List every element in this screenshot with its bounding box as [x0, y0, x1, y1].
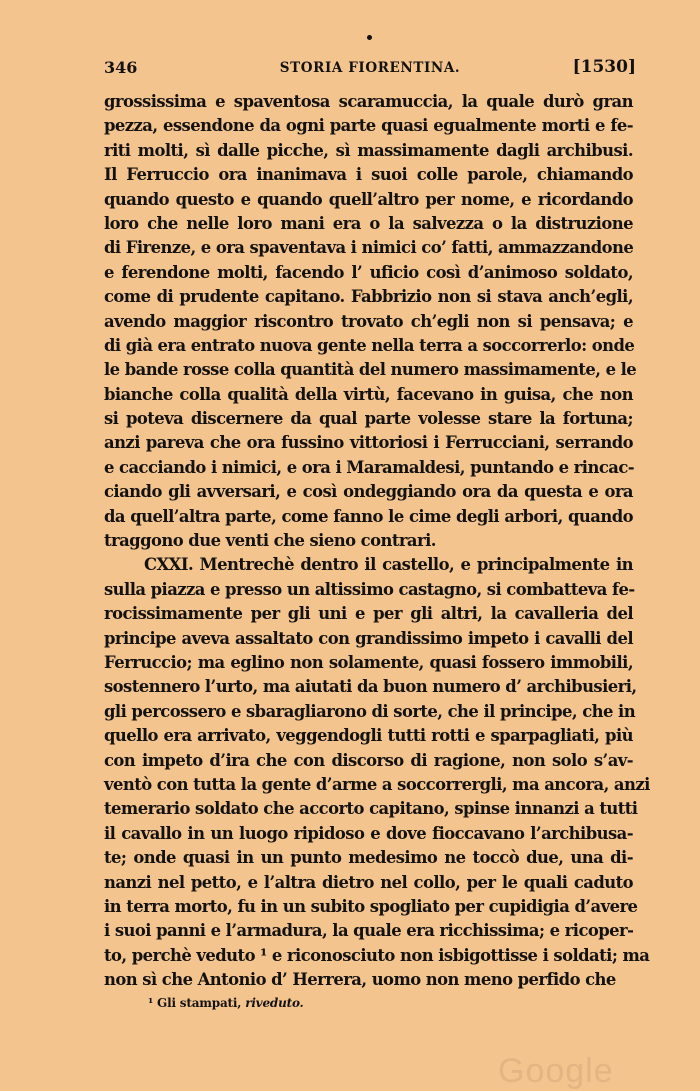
text-line: di Firenze, e ora spaventava i nimici co’ fatti, ammazzandone — [104, 238, 634, 258]
page-number: 346 — [104, 58, 138, 77]
text-line: e cacciando i nimici, e ora i Maramaldesi, puntando e rincac- — [104, 457, 634, 477]
text-line: gli percossero e sbaragliarono di sorte, che il principe, che in — [104, 701, 636, 721]
text-line: Il Ferruccio ora inanimava i suoi colle parole, chiamando — [104, 165, 633, 185]
text-line: quello era arrivato, veggendogli tutti rotti e sparpagliati, più — [104, 726, 633, 746]
text-line: sulla piazza e presso un altissimo castagno, si combatteva fe- — [104, 579, 635, 599]
text-line: si poteva discernere da qual parte volesse stare la fortuna; — [104, 409, 633, 429]
text-line: e ferendone molti, facendo l’ uficio così d’animoso soldato, — [104, 262, 633, 282]
text-line: ciando gli avversari, e così ondeggiando ora da questa e ora — [104, 482, 633, 502]
text-line: da quell’altra parte, come fanno le cime degli arbori, quando — [104, 506, 633, 526]
year-bracket: [1530] — [572, 57, 636, 77]
ink-dot — [367, 35, 372, 40]
text-line: temerario soldato che accorto capitano, spinse innanzi a tutti — [104, 799, 638, 819]
text-line: come di prudente capitano. Fabbrizio non si stava anch’egli, — [104, 287, 633, 307]
footnote-italic: riveduto. — [245, 996, 304, 1010]
text-line: principe aveva assaltato con grandissimo impeto i cavalli del — [104, 628, 633, 648]
text-line: CXXI. Mentrechè dentro il castello, e principalmente in — [144, 555, 633, 575]
text-line: con impeto d’ira che con discorso di ragione, non solo s’av- — [104, 750, 633, 770]
running-header — [104, 58, 636, 82]
text-line: loro che nelle loro mani era o la salvezza o la distruzione — [104, 213, 633, 233]
text-line: riti molti, sì dalle picche, sì massimamente dagli archibusi. — [104, 140, 633, 160]
text-line: sostennero l’urto, ma aiutati da buon numero d’ archibusieri, — [104, 677, 637, 697]
text-line: nanzi nel petto, e l’altra dietro nel collo, per le quali caduto — [104, 872, 633, 892]
text-line: te; onde quasi in un punto medesimo ne toccò due, una di- — [104, 848, 633, 868]
text-line: bianche colla qualità della virtù, facevano in guisa, che non — [104, 384, 633, 404]
footnote-text: Gli stampati, — [157, 996, 242, 1010]
text-line: in terra morto, fu in un subito spogliato per cupidigia d’avere — [104, 896, 638, 916]
text-line: i suoi panni e l’armadura, la quale era ricchissima; e ricoper- — [104, 921, 634, 941]
footnote — [148, 996, 304, 1010]
text-line: grossissima e spaventosa scaramuccia, la quale durò gran — [104, 92, 633, 111]
text-line: non sì che Antonio d’ Herrera, uomo non meno perfido che — [104, 970, 616, 990]
text-line: rocissimamente per gli uni e per gli altri, la cavalleria del — [104, 604, 633, 624]
text-line: pezza, essendone da ogni parte quasi egualmente morti e fe- — [104, 116, 633, 136]
text-line: quando questo e quando quell’altro per nome, e ricordando — [104, 189, 633, 209]
text-line: le bande rosse colla quantità del numero massimamente, e le — [104, 360, 637, 380]
google-watermark: Google — [498, 1052, 614, 1090]
footnote-marker: ¹ — [148, 996, 154, 1010]
text-line: Ferruccio; ma eglino non solamente, quasi fossero immobili, — [104, 652, 633, 672]
text-line: di già era entrato nuova gente nella terra a soccorrerlo: onde — [104, 335, 635, 355]
running-title: STORIA FIORENTINA. — [279, 60, 461, 76]
text-line: ventò con tutta la gente d’arme a soccorrergli, ma ancora, anzi — [104, 774, 650, 794]
text-line: anzi pareva che ora fussino vittoriosi i Ferrucciani, serrando — [104, 433, 633, 453]
text-line: avendo maggior riscontro trovato ch’egli non si pensava; e — [104, 311, 633, 331]
text-line: il cavallo in un luogo ripidoso e dove fioccavano l’archibusa- — [104, 823, 633, 843]
body-text — [104, 90, 650, 992]
text-line: traggono due venti che sieno contrari. — [104, 531, 436, 551]
text-line: to, perchè veduto ¹ e riconosciuto non isbigottisse i soldati; ma — [104, 945, 650, 965]
